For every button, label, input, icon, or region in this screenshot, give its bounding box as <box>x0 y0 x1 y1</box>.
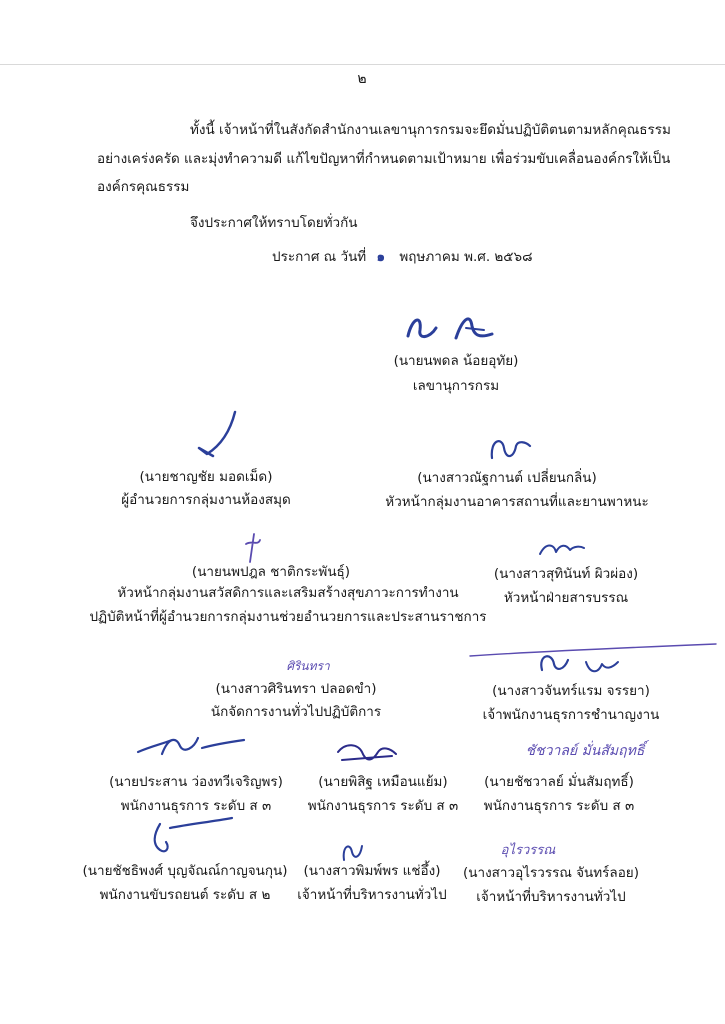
signer-name: (นางสาวจันทร์แรม จรรยา) <box>492 683 650 699</box>
page-number: ๒ <box>357 71 367 87</box>
signer-name: (นายประสาน ว่องทวีเจริญพร) <box>109 774 283 790</box>
signer-title: หัวหน้ากลุ่มงานอาคารสถานที่และยานพาหนะ <box>385 494 649 510</box>
signer-title: เจ้าพนักงานธุรการชำนาญงาน <box>482 707 660 723</box>
signature-handwritten: ศิรินทรา <box>286 659 330 673</box>
signer-name: (นายชัชวาลย์ มั่นสัมฤทธิ์) <box>484 774 634 790</box>
signer-name: (นายพิสิฐ เหมือนแย้ม) <box>318 774 448 790</box>
signer-title: นักจัดการงานทั่วไปปฏิบัติการ <box>210 704 382 720</box>
date-month-year: พฤษภาคม พ.ศ. ๒๕๖๘ <box>399 249 533 265</box>
signer-title: พนักงานขับรถยนต์ ระดับ ส ๒ <box>99 887 271 903</box>
signer-title: พนักงานธุรการ ระดับ ส ๓ <box>307 798 459 814</box>
signer-title: ผู้อำนวยการกลุ่มงานห้องสมุด <box>121 492 291 508</box>
signer-title: พนักงานธุรการ ระดับ ส ๓ <box>120 798 272 814</box>
signer-name: (นายนพปฎล ชาติกระพันธุ์) <box>191 564 351 580</box>
signer-name: (นางสาวพิมพ์พร แช่อึ้ง) <box>303 863 441 879</box>
signer-title: เจ้าหน้าที่บริหารงานทั่วไป <box>476 889 626 905</box>
signer-title: เจ้าหน้าที่บริหารงานทั่วไป <box>297 887 447 903</box>
page-top-border <box>0 64 725 65</box>
signature-driver <box>140 814 238 858</box>
body-line-2: อย่างเคร่งครัด และมุ่งทำความดี แก้ไขปัญหาที่กำหนดตามเป้าหมาย เพื่อร่วมขับเคลื่อนองค์กรให้เป็น <box>97 151 671 167</box>
signer-title-2: ปฏิบัติหน้าที่ผู้อำนวยการกลุ่มงานช่วยอำนวยการและประสานราชการ <box>89 609 487 625</box>
signature-officer-pimporn <box>338 838 368 864</box>
signature-secretary <box>400 308 510 348</box>
signature-handwritten: ชัชวาลย์ มั่นสัมฤทธิ์ <box>525 743 645 759</box>
signer-title: หัวหน้ากลุ่มงานสวัสดิการและเสริมสร้างสุขภาวะการทำงาน <box>117 585 459 601</box>
announcement-line: จึงประกาศให้ทราบโดยทั่วกัน <box>190 215 358 231</box>
date-prefix: ประกาศ ณ วันที่ <box>272 249 367 265</box>
signer-title: พนักงานธุรการ ระดับ ส ๓ <box>483 798 635 814</box>
signature-welfare-head <box>238 530 268 566</box>
signature-handwritten: อุไรวรรณ <box>500 843 556 858</box>
announcement-date <box>272 248 533 266</box>
signer-name: (นางสาวณัฐกานต์ เปลี่ยนกลิ่น) <box>417 470 597 486</box>
signature-clerk-prasan <box>132 728 248 758</box>
signature-clerk-pisit <box>332 738 404 770</box>
signer-name: (นายชาญชัย มอดเม็ด) <box>139 469 273 485</box>
date-day: ๑ <box>376 249 386 265</box>
signature-senior-clerk <box>468 640 720 682</box>
signer-name: (นางสาวสุทินันท์ ผิวผ่อง) <box>493 566 639 582</box>
body-line-3: องค์กรคุณธรรม <box>97 179 190 195</box>
signer-name: (นางสาวอุไรวรรณ จันทร์ลอย) <box>463 865 639 881</box>
signer-title: หัวหน้าฝ่ายสารบรรณ <box>503 590 629 606</box>
signer-name: (นางสาวศิรินทรา ปลอดขำ) <box>215 681 377 697</box>
signer-name: (นายนพดล น้อยอุทัย) <box>393 353 519 369</box>
signer-name: (นายชัชธิพงศ์ บุญจัณณ์กาญจนกุน) <box>82 863 288 879</box>
signature-library-director <box>185 408 245 463</box>
signature-building-head <box>486 432 534 466</box>
signature-correspondence-head <box>536 538 586 562</box>
body-line-1: ทั้งนี้ เจ้าหน้าที่ในสังกัดสำนักงานเลขานุการกรมจะยึดมั่นปฏิบัติตนตามหลักคุณธรรม <box>190 122 671 138</box>
signer-title: เลขานุการกรม <box>412 378 500 394</box>
